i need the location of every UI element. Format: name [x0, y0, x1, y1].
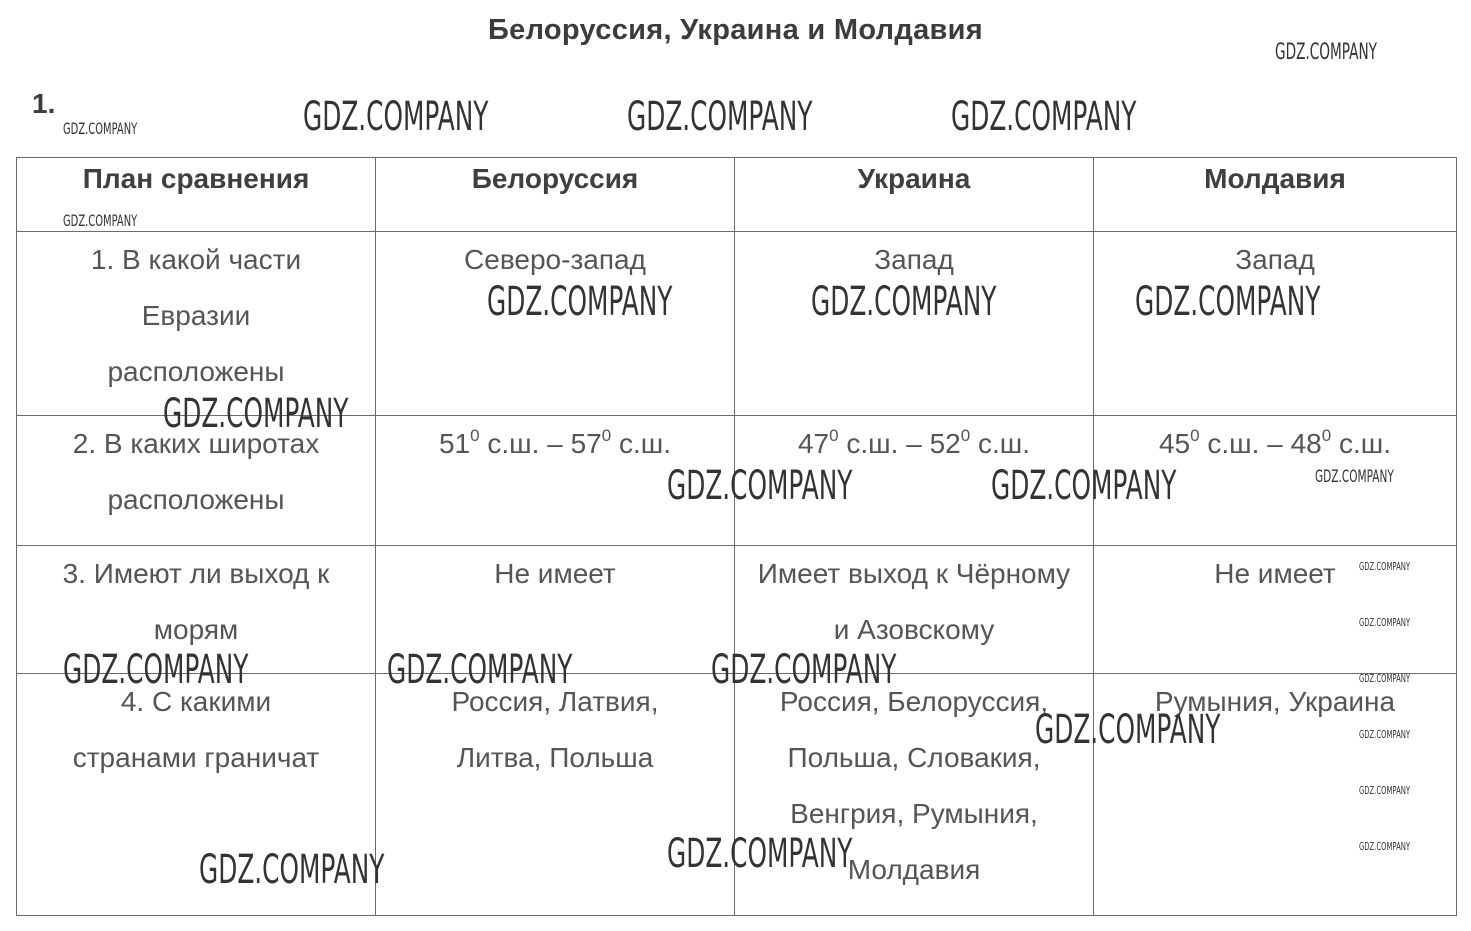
table-row [17, 232, 1457, 416]
table-row [17, 416, 1457, 546]
value-cell-moldova [1094, 546, 1457, 674]
header-cell-ukraine: Украина [735, 158, 1094, 232]
watermark: GDZ.COMPANY [1359, 560, 1411, 573]
value-text: Россия, Латвия, Литва, Польша [451, 686, 659, 773]
criterion-text: 2. В каких широтах расположены [72, 428, 320, 515]
degree-mark: 0 [960, 425, 971, 445]
comparison-table [16, 157, 1457, 916]
latitude-unit: с.ш. [487, 428, 540, 459]
table-header-row [17, 158, 1457, 232]
value-text: Северо-запад [464, 244, 646, 275]
criterion-cell [17, 232, 376, 416]
latitude-range: $47^0$ с.ш. – $52^0$ с.ш. [797, 425, 1030, 459]
criterion-text: 4. С какими странами граничат [72, 686, 320, 773]
value-cell-moldova [1094, 674, 1457, 916]
watermark: GDZ.COMPANY [1035, 707, 1221, 753]
value-cell-belarus [376, 232, 735, 416]
watermark: GDZ.COMPANY [1359, 840, 1411, 853]
watermark: GDZ.COMPANY [63, 211, 138, 230]
latitude-unit: с.ш. [1338, 428, 1391, 459]
latitude-unit: с.ш. [1207, 428, 1260, 459]
latitude-range: $51^0$ с.ш. – $57^0$ с.ш. [438, 425, 671, 459]
value-cell-ukraine [735, 546, 1094, 674]
value-cell-ukraine [735, 674, 1094, 916]
watermark: GDZ.COMPANY [811, 279, 997, 325]
watermark: GDZ.COMPANY [163, 391, 349, 437]
watermark: GDZ.COMPANY [63, 119, 138, 138]
watermark: GDZ.COMPANY [991, 463, 1177, 509]
value-text: Запад [1235, 244, 1315, 275]
header-cell-moldova: Молдавия [1094, 158, 1457, 232]
value-text: Румыния, Украина [1154, 686, 1396, 717]
degree-mark: 0 [829, 425, 839, 445]
latitude-from: 47 [797, 428, 830, 459]
value-cell-ukraine [735, 232, 1094, 416]
criterion-cell [17, 546, 376, 674]
watermark: GDZ.COMPANY [1135, 279, 1321, 325]
latitude-to: 57 [570, 428, 602, 459]
watermark: GDZ.COMPANY [1275, 40, 1378, 65]
watermark: GDZ.COMPANY [667, 463, 853, 509]
watermark: GDZ.COMPANY [1315, 467, 1394, 487]
table-row [17, 546, 1457, 674]
value-text: Не имеет [1214, 558, 1336, 589]
criterion-cell [17, 416, 376, 546]
watermark: GDZ.COMPANY [487, 279, 673, 325]
watermark: GDZ.COMPANY [1359, 616, 1411, 629]
table-row [17, 674, 1457, 916]
watermark: GDZ.COMPANY [1359, 728, 1411, 741]
value-text: Имеет выход к Чёрному и Азовскому [757, 558, 1071, 645]
watermark: GDZ.COMPANY [627, 94, 813, 140]
watermark: GDZ.COMPANY [951, 94, 1137, 140]
page-title: Белоруссия, Украина и Молдавия [488, 14, 983, 46]
latitude-from: 51 [438, 428, 471, 459]
latitude-to: 48 [1290, 428, 1322, 459]
latitude-to: 52 [929, 428, 961, 459]
latitude-unit: с.ш. [977, 428, 1030, 459]
value-cell-moldova [1094, 416, 1457, 546]
criterion-text: 1. В какой части Евразии расположены [90, 244, 302, 387]
value-text: Запад [874, 244, 954, 275]
latitude-unit: с.ш. [618, 428, 671, 459]
latitude-unit: с.ш. [846, 428, 899, 459]
criterion-cell [17, 674, 376, 916]
degree-mark: 0 [1190, 425, 1200, 445]
watermark: GDZ.COMPANY [1359, 672, 1411, 685]
header-cell-plan: План сравнения [17, 158, 376, 232]
watermark: GDZ.COMPANY [303, 94, 489, 140]
value-cell-ukraine [735, 416, 1094, 546]
task-number: 1. [32, 88, 56, 119]
watermark: GDZ.COMPANY [711, 647, 897, 693]
degree-mark: 0 [1321, 425, 1332, 445]
latitude-range: $45^0$ с.ш. – $48^0$ с.ш. [1158, 425, 1391, 459]
value-cell-belarus [376, 546, 735, 674]
value-cell-belarus [376, 674, 735, 916]
degree-mark: 0 [601, 425, 612, 445]
header-cell-belarus: Белоруссия [376, 158, 735, 232]
watermark: GDZ.COMPANY [63, 647, 249, 693]
degree-mark: 0 [470, 425, 480, 445]
watermark: GDZ.COMPANY [1359, 784, 1411, 797]
watermark: GDZ.COMPANY [199, 847, 385, 893]
value-text: Россия, Белоруссия, Польша, Словакия, Венгрия, Румыния, Молдавия [779, 686, 1049, 885]
watermark: GDZ.COMPANY [387, 647, 573, 693]
value-cell-belarus [376, 416, 735, 546]
watermark: GDZ.COMPANY [667, 831, 853, 877]
value-cell-moldova [1094, 232, 1457, 416]
latitude-from: 45 [1158, 428, 1191, 459]
criterion-text: 3. Имеют ли выход к морям [62, 558, 330, 645]
value-text: Не имеет [494, 558, 616, 589]
